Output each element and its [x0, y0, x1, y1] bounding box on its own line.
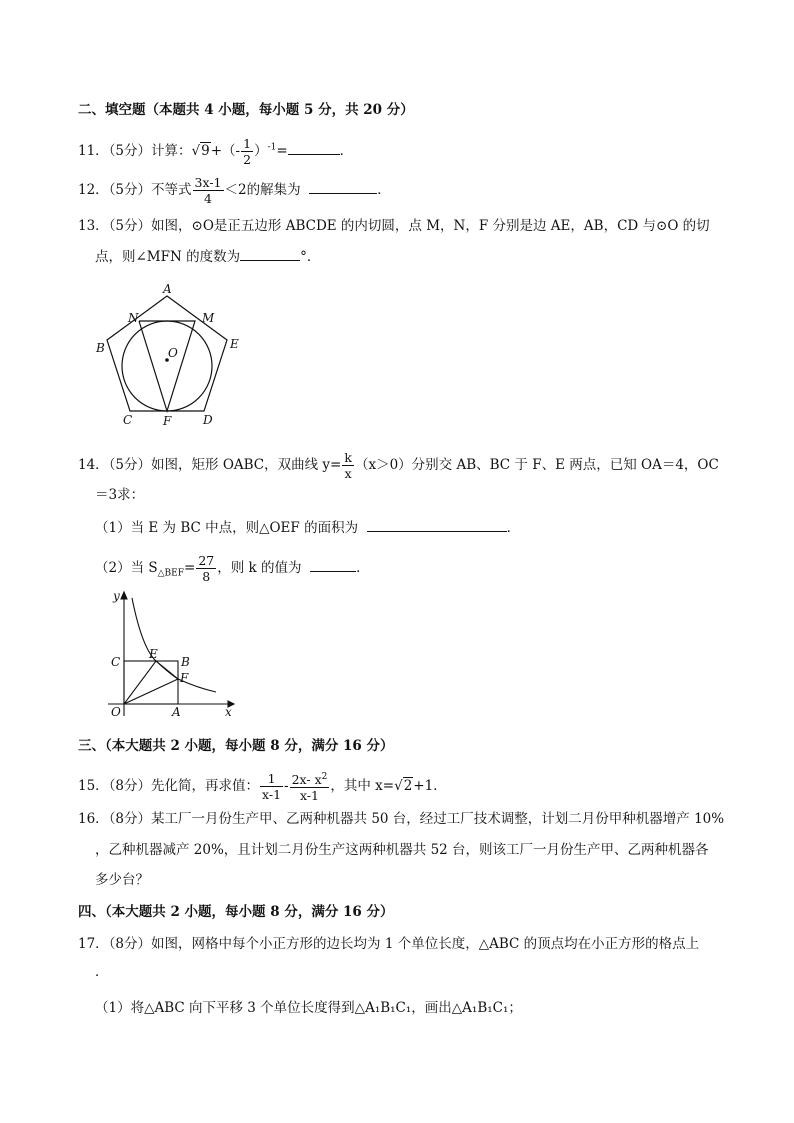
q14-text-b: （x＞0）分别交 AB、BC 于 F、E 两点，已知 OA＝4，OC [354, 457, 719, 473]
q15-f2-exp: 2 [321, 772, 328, 782]
question-13-line2 [95, 246, 320, 267]
q15-minus: - [284, 778, 289, 795]
q15-radicand: 2 [403, 778, 413, 795]
q14-part2-text-b: ，则 k 的值为 [217, 560, 302, 576]
q17-text-line2: ． [95, 964, 109, 980]
q15-text-c: +1． [413, 778, 447, 795]
q14-hyperbola-figure [98, 588, 240, 720]
q11-text: 计算： [151, 143, 192, 159]
q15-f1-den: x-1 [262, 787, 282, 803]
q12-score: （5分） [108, 182, 152, 198]
q14-score: （5分） [108, 457, 152, 473]
q13-answer-blank[interactable] [240, 246, 300, 261]
label-a: A [172, 705, 181, 719]
q12-number: 12． [78, 182, 109, 198]
label-o: O [168, 346, 178, 360]
q14-part2-end: ． [356, 560, 370, 576]
q11-score: （5分） [108, 143, 152, 159]
question-11 [78, 136, 353, 167]
section-3-title: 三、（本大题共 2 小题，每小题 8 分，满分 16 分） [78, 738, 394, 754]
q14-number: 14． [78, 457, 109, 473]
label-y: y [113, 589, 120, 603]
label-b: B [96, 341, 105, 355]
label-o: O [111, 705, 121, 719]
label-c: C [123, 413, 133, 427]
q14-part1-text: （1）当 E 为 BC 中点，则△OEF 的面积为 [95, 520, 359, 536]
q11-sqrt: √9 [191, 143, 210, 159]
question-16-line3 [95, 870, 149, 890]
q15-f1-num: 1 [260, 771, 283, 787]
q12-frac-den: 4 [204, 191, 212, 206]
section-2-title: 二、填空题（本题共 4 小题，每小题 5 分，共 20 分） [78, 102, 414, 118]
q15-f2-den: x-1 [299, 788, 319, 804]
question-15 [78, 770, 447, 803]
label-e: E [230, 337, 239, 351]
q15-f2-num [290, 770, 330, 788]
q11-fraction [241, 136, 253, 167]
q16-text-line3: 多少台？ [95, 872, 149, 888]
section-3-header [78, 736, 394, 756]
q16-number: 16． [78, 811, 109, 827]
label-c: C [111, 655, 121, 669]
question-17-part1 [95, 998, 522, 1018]
q12-text-after: ＜2的解集为 [224, 182, 301, 198]
y-axis-arrow [121, 592, 127, 599]
triangle-oef [124, 661, 178, 704]
q15-text-a: 先化简，再求值： [151, 778, 260, 795]
label-e: E [149, 647, 158, 661]
hyperbola-curve [132, 598, 216, 692]
q11-answer-blank[interactable] [288, 140, 340, 155]
q15-number: 15． [78, 778, 109, 795]
q11-frac-num: 1 [243, 136, 252, 151]
q16-text-line2: ，乙种机器减产 20%，且计划二月份生产这两种机器共 52 台，则该工厂一月份生产甲、乙两种机器各 [95, 842, 709, 858]
q14-part2-answer-blank[interactable] [310, 557, 356, 572]
q11-eq: = [276, 143, 288, 159]
q11-paren: ） [254, 143, 268, 159]
q14-text-a: 如图，矩形 OABC，双曲线 y= [151, 457, 342, 473]
label-f: F [163, 414, 172, 428]
q14-text-line2: ＝3求： [95, 487, 145, 503]
q11-radicand: 9 [201, 143, 210, 159]
q15-fraction-2 [290, 770, 330, 803]
q11-exponent: -1 [267, 142, 277, 153]
q14-part2-fraction [196, 553, 216, 584]
label-x: x [225, 705, 232, 719]
q13-number: 13． [78, 218, 109, 234]
question-12 [78, 175, 391, 206]
q14-part2-frac-den: 8 [202, 569, 211, 584]
label-a: A [163, 282, 172, 296]
q15-sqrt: √2 [394, 778, 413, 795]
q15-fraction-1 [260, 771, 283, 802]
q12-text: 不等式 [151, 182, 192, 198]
q11-end: ． [339, 143, 354, 159]
q14-frac-num: k [344, 450, 352, 465]
question-13-line1 [78, 216, 710, 236]
q14-part1-end: ． [506, 520, 521, 536]
q15-text-b: ，其中 x= [330, 778, 395, 795]
question-17-line1 [78, 934, 699, 954]
question-14-part1 [95, 517, 520, 538]
section-4-header [78, 902, 394, 922]
question-14-line2 [95, 485, 144, 505]
section-2-header [78, 100, 414, 120]
q14-part2-eq: = [184, 560, 196, 576]
section-4-title: 四、（本大题共 2 小题，每小题 8 分，满分 16 分） [78, 904, 394, 920]
q17-score: （8分） [108, 936, 152, 952]
q17-number: 17． [78, 936, 109, 952]
question-17-line2 [95, 962, 109, 982]
q13-text-line1: 如图，⊙O是正五边形 ABCDE 的内切圆，点 M，N，F 分别是边 AE，AB，CD 与⊙O 的切 [151, 218, 710, 234]
label-d: D [203, 413, 213, 427]
q13-degree: °． [300, 249, 321, 265]
question-16-line1 [78, 809, 724, 829]
q14-part2-frac-num: 27 [198, 553, 215, 568]
q14-part2-text: （2）当 S [95, 560, 158, 576]
label-m: M [202, 311, 215, 325]
q12-answer-blank[interactable] [309, 179, 377, 194]
triangle-mfn [139, 321, 195, 411]
label-f: F [180, 671, 189, 685]
q15-f2-num-text: 2x- x [291, 772, 322, 788]
question-14-part2 [95, 553, 370, 584]
question-16-line2 [95, 840, 709, 860]
q12-frac-num: 3x-1 [194, 175, 222, 190]
q13-text-line2: 点，则∠MFN 的度数为 [95, 249, 241, 265]
q13-score: （5分） [108, 218, 152, 234]
inscribed-circle [122, 321, 212, 411]
q16-text-line1: 某工厂一月份生产甲、乙两种机器共 50 台，经过工厂技术调整，计划二月份甲种机器增产 10% [151, 811, 725, 827]
q12-fraction [193, 175, 224, 206]
label-n: N [128, 311, 139, 325]
question-14-line1 [78, 450, 719, 481]
q15-score: （8分） [108, 778, 152, 795]
q14-fraction [342, 450, 354, 481]
q17-text-line1: 如图，网格中每个小正方形的边长均为 1 个单位长度，△ABC 的顶点均在小正方形的格点上 [151, 936, 700, 952]
q16-score: （8分） [108, 811, 152, 827]
q14-frac-den: x [344, 466, 352, 481]
q13-pentagon-figure [92, 282, 242, 430]
q12-end: ． [377, 182, 391, 198]
q11-plus: +（- [210, 143, 241, 159]
q14-part2-subscript: △BEF [157, 568, 184, 579]
q11-frac-den: 2 [243, 152, 252, 167]
q14-part1-answer-blank[interactable] [367, 517, 507, 532]
label-b: B [181, 655, 190, 669]
q11-number: 11． [78, 143, 109, 159]
q17-part1-text: （1）将△ABC 向下平移 3 个单位长度得到△A₁B₁C₁，画出△A₁B₁C₁； [95, 1000, 522, 1016]
